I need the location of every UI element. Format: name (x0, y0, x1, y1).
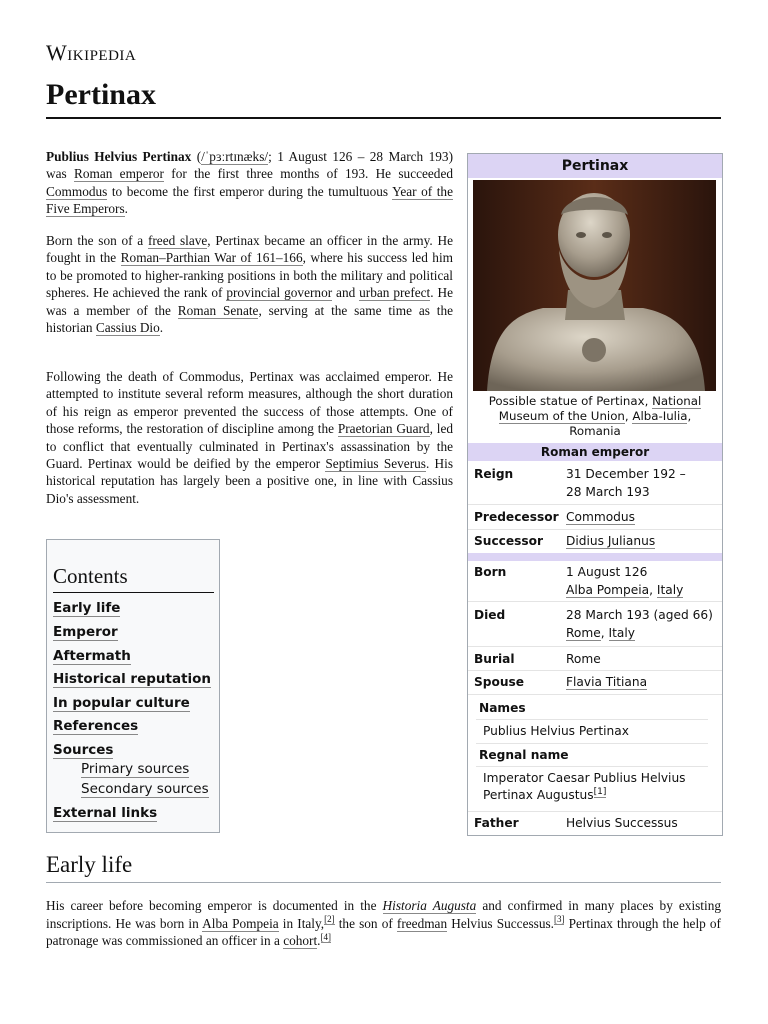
row-divider (476, 743, 708, 744)
link-commodus[interactable]: Commodus (46, 183, 108, 199)
toc-item-label: Aftermath (53, 648, 131, 664)
subject-name: Publius Helvius Pertinax (46, 149, 192, 164)
born-value (566, 563, 718, 599)
regnal-name-value (483, 770, 713, 804)
toc-item-aftermath[interactable] (53, 648, 131, 664)
born-label: Born (474, 565, 507, 579)
text: Possible statue of Pertinax, (488, 394, 653, 408)
predecessor-value (566, 508, 718, 526)
toc-title: Contents (53, 564, 128, 588)
lead-paragraph-3 (46, 368, 453, 507)
text: , serving at the same time as the historian (46, 302, 454, 336)
link-cohort[interactable]: cohort (283, 933, 318, 949)
row-divider (468, 670, 722, 671)
table-of-contents (46, 539, 220, 833)
citation-3[interactable]: [3] (553, 914, 565, 925)
toc-item-label: Primary sources (81, 761, 190, 777)
burial-label: Burial (474, 652, 515, 666)
text: . He was a member of the (46, 285, 453, 318)
reign-label: Reign (474, 467, 514, 481)
row-divider (468, 601, 722, 602)
text: Pertinax through the help of patronage was commissioned an officer in a (46, 915, 721, 949)
successor-label: Successor (474, 534, 544, 548)
link-provincial-governor[interactable]: provincial governor (226, 285, 333, 301)
citation-1[interactable]: [1] (593, 786, 607, 797)
toc-item-references[interactable] (53, 718, 138, 734)
toc-item-label: Early life (53, 600, 121, 616)
born-place: Alba Pompeia, Italy (566, 583, 684, 597)
text: for the first three months of 193. He succeeded (164, 166, 454, 182)
row-divider (476, 719, 708, 720)
toc-item-label: References (53, 718, 139, 734)
text: to become the first emperor during the tumultuous (107, 183, 393, 199)
text: the son of (334, 915, 397, 931)
toc-divider (53, 592, 214, 593)
text: . His historical reputation has largely been a positive one, in line with Cassius Dio's assessment. (46, 456, 453, 506)
regnal-name-label: Regnal name (479, 748, 569, 762)
link-year-of-five-emperors[interactable]: Year of the Five Emperors (46, 183, 453, 217)
row-divider (468, 529, 722, 530)
toc-item-label: External links (53, 805, 158, 821)
father-value: Helvius Successus (566, 816, 678, 830)
infobox-section-roman-emperor: Roman emperor (468, 443, 722, 461)
link-praetorian-guard[interactable]: Praetorian Guard (337, 421, 430, 437)
link-cassius-dio[interactable]: Cassius Dio (95, 320, 160, 336)
toc-item-label: In popular culture (53, 695, 190, 711)
text: , led to conflict that eventually culminated in Pertinax's assassination by the Guard. Pertinax would be deified by the emperor (46, 421, 453, 472)
text: and confirmed in many places by existing inscriptions. He was born in (46, 898, 721, 931)
died-label: Died (474, 608, 506, 622)
page-title: Pertinax (46, 78, 156, 111)
toc-item-emperor[interactable] (53, 624, 118, 640)
row-divider (476, 766, 708, 767)
lead-paragraph-1 (46, 148, 453, 218)
toc-item-label: Emperor (53, 624, 118, 640)
text: . (124, 201, 128, 217)
wikipedia-wordmark[interactable]: Wikipedia (46, 40, 137, 65)
ipa-link[interactable]: /ˈpɜːrtɪnæks/ (201, 149, 269, 164)
link-freedman[interactable]: freedman (396, 915, 448, 931)
text: Born the son of a (46, 233, 148, 248)
reign-end: 28 March 193 (566, 485, 650, 499)
section-divider (46, 882, 721, 883)
text: , where his success led him to be promoted to higher-ranking positions in both the military and political spheres. He achieved the rank of (46, 250, 453, 301)
born-date: 1 August 126 (566, 565, 648, 579)
link-alba-pompeia[interactable]: Alba Pompeia (566, 583, 650, 597)
italic-title: Historia Augusta (382, 898, 477, 913)
title-divider (46, 117, 721, 119)
text: His career before becoming emperor is documented in the (46, 898, 383, 913)
burial-value: Rome (566, 652, 601, 666)
link-roman-parthian-war[interactable]: Roman–Parthian War of 161–166 (120, 250, 303, 266)
toc-item-historical-reputation[interactable] (53, 671, 211, 687)
text: ; 1 August 126 – 28 March 193) was (46, 149, 453, 182)
section-band (468, 553, 722, 561)
toc-item-popular-culture[interactable] (53, 695, 190, 711)
link-alba-pompeia-body[interactable]: Alba Pompeia (202, 915, 279, 931)
text: , Romania (569, 409, 692, 438)
regnal-name-text: Imperator Caesar Publius Helvius Pertinax Augustus (483, 771, 686, 802)
link-commodus-infobox[interactable]: Commodus (566, 510, 635, 524)
lead-paragraph-2 (46, 232, 453, 336)
text: Helvius Successus. (447, 915, 554, 931)
early-life-paragraph (46, 897, 721, 950)
spouse-label: Spouse (474, 675, 525, 689)
link-flavia-titiana[interactable]: Flavia Titiana (566, 675, 648, 689)
link-rome[interactable]: Rome (566, 626, 601, 640)
died-date: 28 March 193 (aged 66) (566, 608, 713, 622)
link-roman-emperor[interactable]: Roman emperor (73, 166, 164, 182)
row-divider (468, 811, 722, 812)
toc-subitem-secondary-sources[interactable] (81, 781, 209, 797)
row-divider (468, 694, 722, 695)
link-roman-senate[interactable]: Roman Senate (177, 302, 259, 318)
toc-item-early-life[interactable] (53, 600, 120, 616)
link-didius-julianus[interactable]: Didius Julianus (566, 534, 656, 548)
predecessor-label: Predecessor (474, 510, 559, 524)
names-value: Publius Helvius Pertinax (483, 724, 629, 738)
link-septimius-severus[interactable]: Septimius Severus (325, 456, 426, 472)
toc-item-label: Sources (53, 742, 114, 758)
died-place: Rome, Italy (566, 626, 635, 640)
link-italy[interactable]: Italy (656, 583, 684, 597)
text: . (159, 320, 164, 336)
infobox (467, 153, 723, 836)
section-heading-early-life: Early life (46, 852, 133, 877)
image-caption (476, 394, 714, 439)
toc-item-label: Secondary sources (81, 781, 209, 797)
toc-item-label: Historical reputation (53, 671, 212, 687)
toc-item-external-links[interactable] (53, 805, 157, 821)
toc-subitem-primary-sources[interactable] (81, 761, 189, 777)
names-label: Names (479, 701, 526, 715)
successor-value (566, 532, 718, 550)
reign-start: 31 December 192 – (566, 467, 686, 481)
text: and (332, 285, 360, 301)
link-freed-slave[interactable]: freed slave (147, 233, 208, 248)
link-urban-prefect[interactable]: urban prefect (359, 285, 431, 301)
reign-value (566, 465, 718, 501)
bust-illustration (473, 180, 716, 391)
link-historia-augusta[interactable] (383, 898, 477, 914)
text: . (317, 933, 321, 949)
spouse-value (566, 673, 718, 691)
row-divider (468, 504, 722, 505)
text: , (624, 409, 633, 423)
text: in Italy, (278, 915, 325, 931)
citation-4[interactable]: [4] (320, 931, 331, 942)
text: Following the death of Commodus, Pertinax was acclaimed emperor. He attempted to institute several reform measures, although the short duration of his reign as emperor prevented the success of those attempts. One of those reforms, the restoration of discipline among the (46, 369, 453, 437)
infobox-title: Pertinax (468, 154, 722, 178)
statue-image[interactable] (473, 180, 716, 391)
father-label: Father (474, 816, 519, 830)
link-national-museum[interactable]: National Museum of the Union (498, 394, 702, 423)
toc-item-sources[interactable] (53, 742, 113, 758)
link-italy-2[interactable]: Italy (608, 626, 635, 640)
died-value (566, 606, 718, 642)
text: ( (191, 149, 202, 164)
link-alba-iulia[interactable]: Alba-Iulia (632, 409, 688, 423)
text: , Pertinax became an officer in the army. He fought in the (46, 233, 453, 266)
citation-2[interactable]: [2] (324, 914, 335, 925)
row-divider (468, 646, 722, 647)
